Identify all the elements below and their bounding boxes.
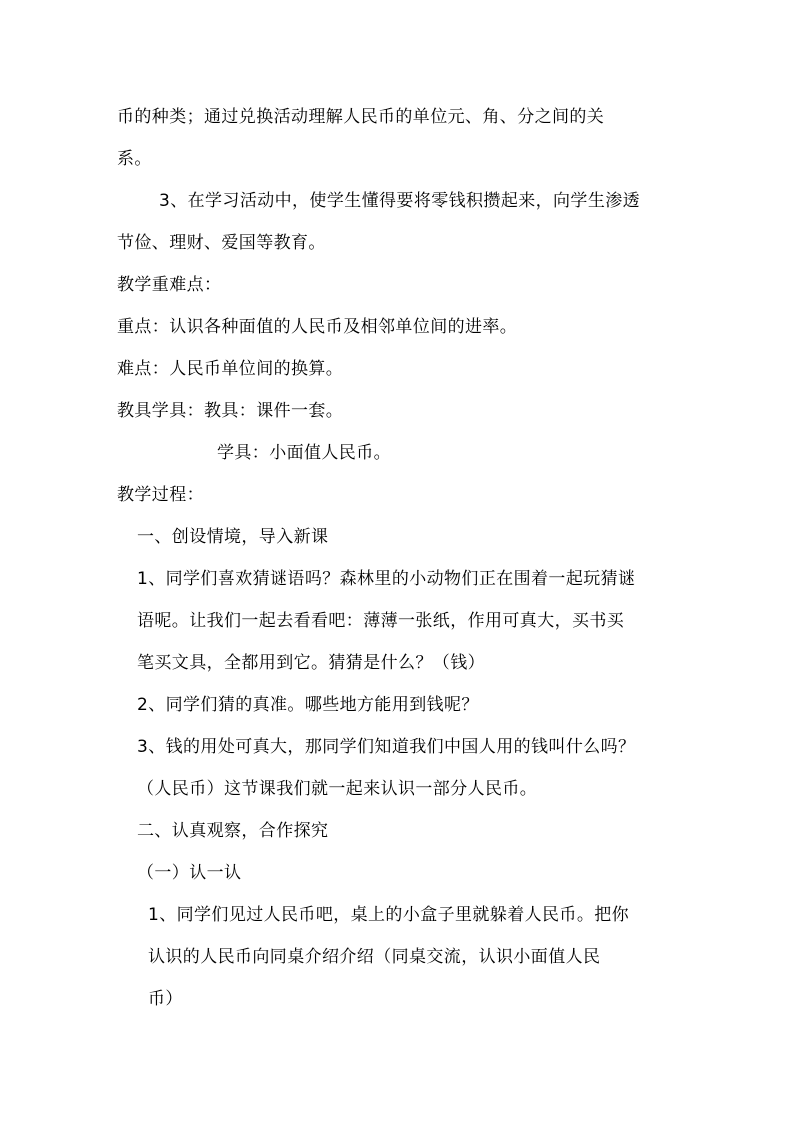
- text-line: 币）: [148, 989, 183, 1009]
- text-line: 1、同学们喜欢猜谜语吗？森林里的小动物们正在围着一起玩猜谜: [137, 569, 636, 589]
- subsection-heading: （一）认一认: [137, 863, 242, 883]
- text-line: 节俭、理财、爱国等教育。: [117, 233, 326, 253]
- text-line: 1、同学们见过人民币吧，桌上的小盒子里就躲着人民币。把你: [148, 905, 630, 925]
- text-line: 教具学具：教具：课件一套。: [117, 401, 344, 421]
- text-line: 系。: [117, 149, 152, 169]
- text-line: 学具：小面值人民币。: [217, 443, 391, 463]
- text-line: 2、同学们猜的真准。哪些地方能用到钱呢？: [137, 695, 479, 715]
- subsection-heading: 一、创设情境，导入新课: [137, 527, 329, 547]
- section-heading: 教学过程：: [117, 485, 204, 505]
- text-line: 笔买文具，全都用到它。猜猜是什么？（钱）: [137, 653, 485, 673]
- text-line: 认识的人民币向同桌介绍介绍（同桌交流，认识小面值人民: [148, 947, 601, 967]
- text-line: 语呢。让我们一起去看看吧：薄薄一张纸，作用可真大，买书买: [137, 611, 625, 631]
- text-line: （人民币）这节课我们就一起来认识一部分人民币。: [137, 779, 538, 799]
- text-line: 难点：人民币单位间的换算。: [117, 359, 344, 379]
- text-line: 3、钱的用处可真大，那同学们知道我们中国人用的钱叫什么吗？: [137, 737, 636, 757]
- section-heading: 教学重难点：: [117, 275, 222, 295]
- text-line: 重点：认识各种面值的人民币及相邻单位间的进率。: [117, 317, 518, 337]
- text-line: 币的种类；通过兑换活动理解人民币的单位元、角、分之间的关: [117, 107, 605, 127]
- text-line: 3、在学习活动中，使学生懂得要将零钱积攒起来，向学生渗透: [159, 191, 641, 211]
- subsection-heading: 二、认真观察，合作探究: [137, 821, 329, 841]
